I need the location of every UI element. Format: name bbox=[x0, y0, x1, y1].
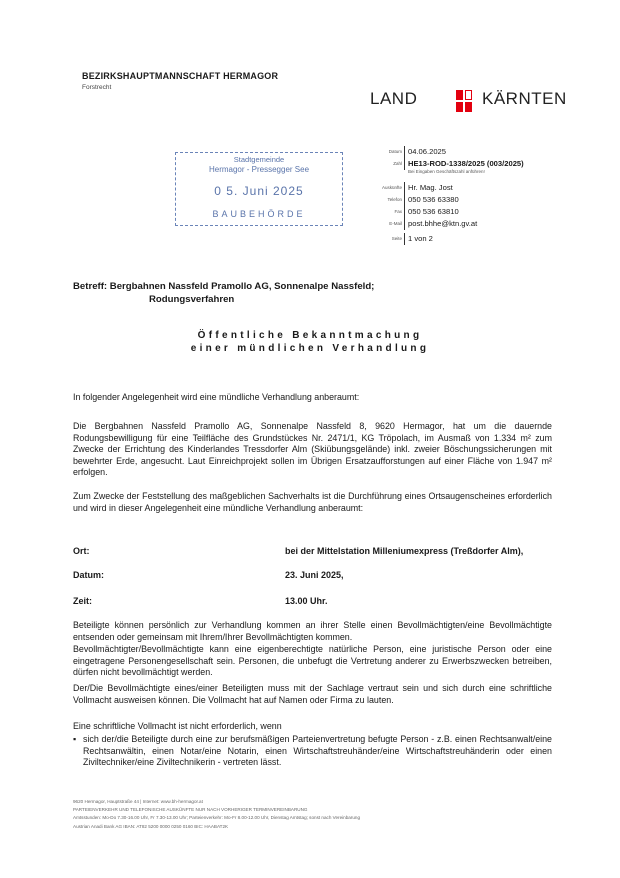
stamp-line-1: Stadtgemeinde bbox=[233, 155, 285, 164]
participants-paragraph: Beteiligte können persönlich zur Verhandlung kommen an ihrer Stelle einen Bevollmächtigten/eine Bevollmächtigte entsenden oder gemeinsam mit Ihrem/Ihrer Bevollmächtigten kommen. bbox=[73, 620, 552, 642]
stamp-line-4: BAUBEHÖRDE bbox=[212, 209, 306, 219]
application-paragraph: Die Bergbahnen Nassfeld Pramollo AG, Sonnenalpe Nassfeld 8, 9620 Hermagor, hat um die dauernde Rodungsbewilligung für eine Teilfläche des Grundstückes Nr. 2471/1, KG Tröpolach, im Ausmaß von 1.334 m² zum Zwecke der Errichtung des Kinderlandes Tressdorfer Alm (Skiübungsgelände) inkl. zweier Böschungssicherungen mit bewehrter Erde, angesucht. Laut Einreichprojekt sollen im Übrigen Ersatzaufforstungen auf einer Fläche von 1.947 m² erfolgen. bbox=[73, 421, 552, 478]
stamp-date: 0 5. Juni 2025 bbox=[214, 184, 304, 198]
footer-notice: PARTEIENVERKEHR UND TELEFONISCHE AUSKÜNFTE NUR NACH VORHERIGER TERMINVEREINBARUNG bbox=[73, 807, 308, 813]
logo-mark-icon bbox=[456, 90, 472, 112]
document-title bbox=[0, 329, 620, 355]
ort-value: bei der Mittelstation Milleniumexpress (Treßdorfer Alm), bbox=[285, 546, 524, 556]
subject-line-2: Rodungsverfahren bbox=[149, 294, 235, 305]
stamp-line-2: Hermagor - Pressegger See bbox=[208, 165, 310, 174]
meta-zahl: Zahl HE13-ROD-1338/2025 (003/2025) bbox=[393, 159, 524, 168]
representative-paragraph: Bevollmächtigter/Bevollmächtigte kann eine eigenberechtigte natürliche Person, eine juristische Person oder eine eingetragene Personengesellschaft sein. Personen, die unbefugt die Vertretung anderer zu Erwerbszwecken betreiben, dürfen nicht bevollmächtigt werden. bbox=[73, 644, 552, 678]
meta-fax: Fax 050 536 63810 bbox=[394, 207, 459, 216]
bullet-icon: ▪ bbox=[73, 734, 77, 744]
meta-auskunft: Auskünfte Hr. Mag. Jost bbox=[381, 183, 453, 192]
zeit-label: Zeit: bbox=[73, 596, 92, 606]
logo-text-left: LAND bbox=[370, 89, 418, 108]
ort-label: Ort: bbox=[73, 546, 90, 556]
meta-email: E-Mail post.bhhe@ktn.gv.at bbox=[389, 219, 478, 228]
datum-value: 23. Juni 2025, bbox=[285, 570, 344, 580]
intro-paragraph: In folgender Angelegenheit wird eine mündliche Verhandlung anberaumt: bbox=[73, 392, 360, 402]
title-line-2: einer mündlichen Verhandlung bbox=[190, 343, 430, 354]
footer bbox=[73, 798, 552, 831]
land-kaernten-logo bbox=[370, 89, 570, 115]
receipt-stamp bbox=[175, 152, 343, 226]
power-of-attorney-paragraph: Der/Die Bevollmächtigte eines/einer Beteiligten muss mit der Sachlage vertraut sein und sich durch eine schriftliche Vollmacht ausweisen können. Die Vollmacht hat auf Namen oder Firma zu lauten. bbox=[73, 683, 552, 705]
department: Forstrecht bbox=[82, 84, 112, 91]
zeit-value: 13.00 Uhr. bbox=[285, 596, 328, 606]
footer-hours: Amtsstunden: Mo-Do 7.30-16.00 Uhr, Fr 7.30-13.00 Uhr; Parteienverkehr: Mo-Fr 8.00-12.00 Uhr, Dienstag Amtstag; sonst nach Vereinbarung bbox=[73, 815, 361, 821]
datum-label: Datum: bbox=[73, 570, 104, 580]
meta-seite: Seite 1 von 2 bbox=[391, 234, 433, 243]
meta-datum: Datum 04.06.2025 bbox=[388, 147, 447, 156]
footer-bank: Austrian Anadi Bank AG IBAN: AT82 5200 0000 0250 0160 BIC: HAABAT2K bbox=[73, 823, 229, 829]
title-line-1: Öffentliche Bekanntmachung bbox=[197, 330, 423, 341]
logo-text-right: KÄRNTEN bbox=[482, 89, 567, 108]
authority-name: BEZIRKSHAUPTMANNSCHAFT HERMAGOR bbox=[82, 71, 279, 81]
subject bbox=[73, 280, 374, 306]
subject-line-1: Betreff: Bergbahnen Nassfeld Pramollo AG, Sonnenalpe Nassfeld; bbox=[73, 281, 375, 292]
purpose-paragraph: Zum Zwecke der Feststellung des maßgeblichen Sachverhalts ist die Durchführung eines Ortsaugenscheines erforderlich und wird in dieser Angelegenheit eine mündliche Verhandlung anberaumt: bbox=[73, 491, 552, 513]
footer-address: 9620 Hermagor, Hauptstraße 44 | Internet: www.bh-hermagor.at bbox=[73, 799, 203, 804]
meta-hint: Bei Eingaben Geschäftszahl anführen! bbox=[408, 169, 485, 174]
exception-paragraph: Eine schriftliche Vollmacht ist nicht erforderlich, wenn bbox=[73, 721, 282, 731]
meta-telefon: Telefon 050 536 63380 bbox=[387, 195, 459, 204]
